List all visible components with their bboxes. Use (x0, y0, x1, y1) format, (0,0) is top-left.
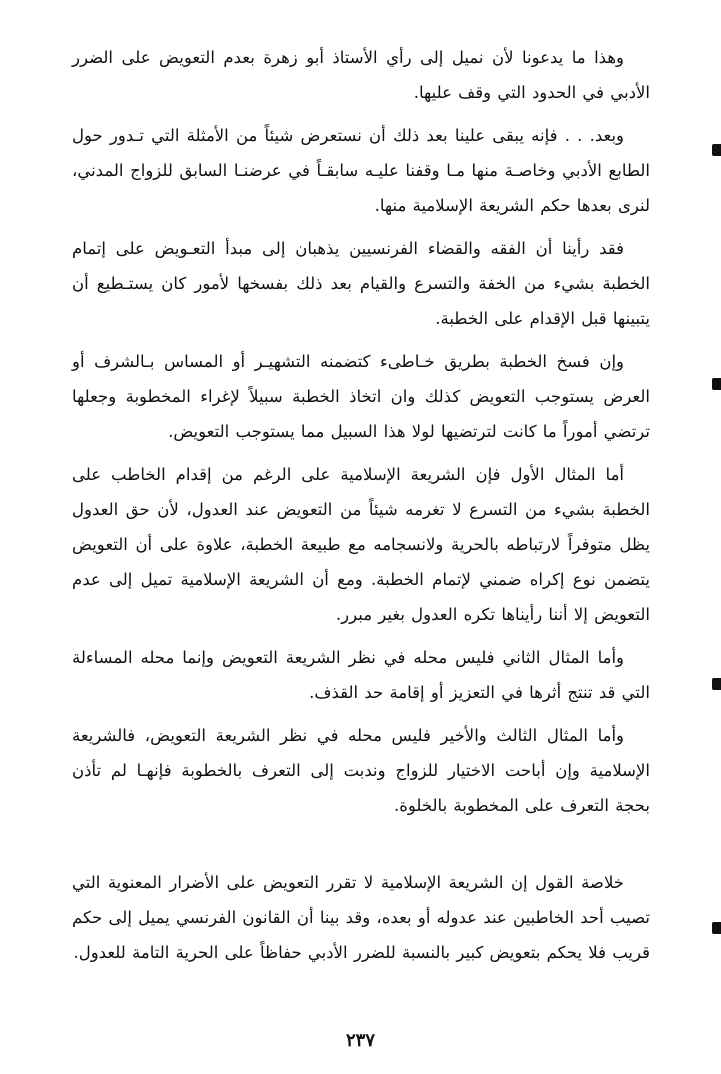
page-number: ٢٣٧ (345, 1030, 375, 1051)
paragraph-7: وأما المثال الثالث والأخير فليس محله في نظر الشريعة التعويض، فالشريعة الإسلامية وإن أباحت الاختيار للزواج وندبت إلى التعرف بالخطوبة فإنهـا لم تأذن بحجة التعرف على المخطوبة بالخلوة. (72, 726, 650, 815)
paragraph-4: وإن فسخ الخطبة بطريق خـاطىء كتضمنه التشهيـر أو المساس بـالشرف أو العرض يستوجب التعويض كذلك وان اتخاذ الخطبة سبيلاً لإغراء المخطوبة وجعلها ترتضي أموراً ما كانت لترتضيها لولا هذا السبيل مما يستوجب التعويض. (72, 352, 650, 441)
margin-mark (712, 678, 721, 690)
paragraph-3: فقد رأينا أن الفقه والقضاء الفرنسيين يذهبان إلى مبدأ التعـويض على إتمام الخطبة بشيء من الخفة والتسرع والقيام بعد ذلك بفسخها لأمور كان يستـطيع أن يتبينها قبل الإقدام على الخطبة. (72, 239, 650, 328)
margin-mark (712, 378, 721, 390)
margin-mark (712, 922, 721, 934)
paragraph-1: وهذا ما يدعونا لأن نميل إلى رأي الأستاذ أبو زهرة بعدم التعويض على الضرر الأدبي في الحدود التي وقف عليها. (72, 48, 650, 102)
paragraph-8: خلاصة القول إن الشريعة الإسلامية لا تقرر التعويض على الأضرار المعنوية التي تصيب أحد الخاطبين عند عدوله أو بعده، وقد بينا أن القانون الفرنسي يميل إلى حكم قريب فلا يحكم بتعويض كبير بالنسبة للضرر الأدبي حفاظاً على الحرية التامة للعدول. (72, 873, 650, 962)
margin-mark (712, 144, 721, 156)
paragraph-2: وبعد. . . فإنه يبقى علينا بعد ذلك أن نستعرض شيئاً من الأمثلة التي تـدور حول الطابع الأدبي وخاصـة منها مـا وقفنا عليـه سابقـاً في عرضنـا السابق للزواج المدني، لنرى بعدها حكم الشريعة الإسلامية منها. (72, 126, 650, 215)
paragraph-6: وأما المثال الثاني فليس محله في نظر الشريعة التعويض وإنما محله المساءلة التي قد تنتج أثرها في التعزيز أو إقامة حد القذف. (72, 648, 650, 702)
page-body (72, 40, 650, 978)
paragraph-5: أما المثال الأول فإن الشريعة الإسلامية على الرغم من إقدام الخاطب على الخطبة بشيء من التسرع لا تغرمه شيئاً من التعويض عند العدول، لأن حق العدول يظل متوفراً لارتباطه بالحرية ولانسجامه مع طبيعة الخطبة، علاوة على أن التعويض يتضمن نوع إكراه ضمني لإتمام الخطبة. ومع أن الشريعة الإسلامية تميل إلى عدم التعويض إلا أننا رأيناها تكره العدول بغير مبرر. (72, 465, 650, 624)
